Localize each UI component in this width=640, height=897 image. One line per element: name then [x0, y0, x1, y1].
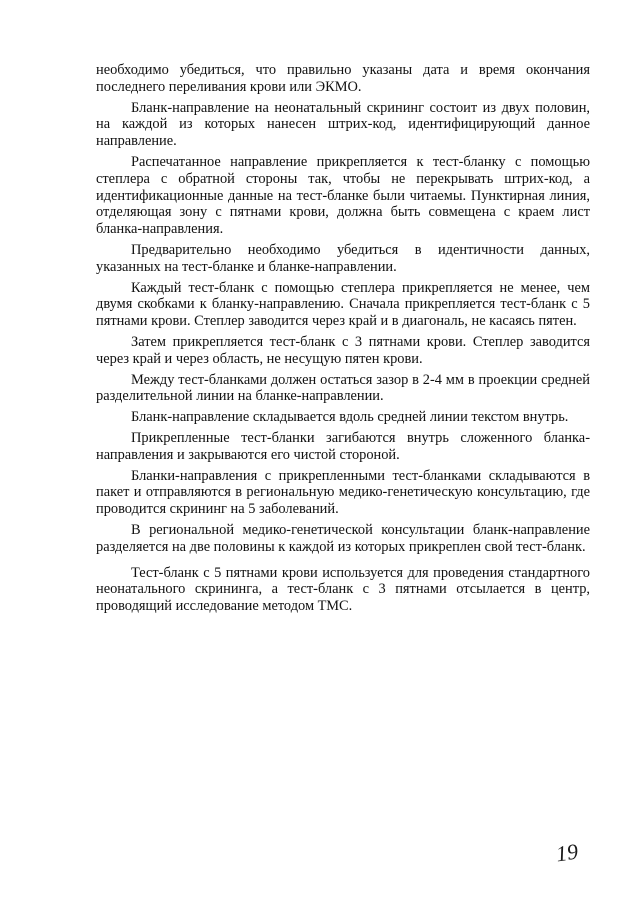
- paragraph: Бланк-направление на неонатальный скрининг состоит из двух половин, на каждой из которых нанесен штрих-код, идентифицирующий данное направление.: [96, 99, 590, 150]
- paragraph: Каждый тест-бланк с помощью степлера прикрепляется не менее, чем двумя скобками к бланку-направлению. Сначала прикрепляется тест-бланк с 5 пятнами крови. Степлер заводится через край и в диагональ, не касаясь пятен.: [96, 279, 590, 330]
- paragraph: Прикрепленные тест-бланки загибаются внутрь сложенного бланка-направления и закрываются его чистой стороной.: [96, 429, 590, 463]
- paragraph: В региональной медико-генетической консультации бланк-направление разделяется на две половины к каждой из которых прикреплен свой тест-бланк.: [96, 521, 590, 555]
- paragraph: Бланки-направления с прикрепленными тест-бланками складываются в пакет и отправляются в региональную медико-генетическую консультацию, где проводится скрининг на 5 заболеваний.: [96, 467, 590, 518]
- paragraph: Бланк-направление складывается вдоль средней линии текстом внутрь.: [131, 409, 569, 426]
- paragraph: Тест-бланк с 5 пятнами крови используется для проведения стандартного неонатального скрининга, а тест-бланк с 3 пятнами отсылается в центр, проводящий исследование методом ТМС.: [96, 564, 590, 615]
- paragraph: Между тест-бланками должен остаться зазор в 2-4 мм в проекции средней разделительной линии на бланке-направлении.: [96, 371, 590, 405]
- page-number: 19: [554, 838, 580, 867]
- paragraph: Предварительно необходимо убедиться в идентичности данных, указанных на тест-бланке и бланке-направлении.: [96, 241, 590, 275]
- paragraph: необходимо убедиться, что правильно указаны дата и время окончания последнего переливания крови или ЭКМО.: [96, 62, 590, 95]
- body-text: [96, 62, 590, 619]
- paragraph: Затем прикрепляется тест-бланк с 3 пятнами крови. Степлер заводится через край и через область, не несущую пятен крови.: [96, 333, 590, 367]
- paragraph: Распечатанное направление прикрепляется к тест-бланку с помощью степлера с обратной стороны так, чтобы не перекрывать штрих-код, а идентификационные данные на тест-бланке были читаемы. Пунктирная линия, отделяющая зону с пятнами крови, должна быть совмещена с краем лист бланка-направления.: [96, 153, 590, 238]
